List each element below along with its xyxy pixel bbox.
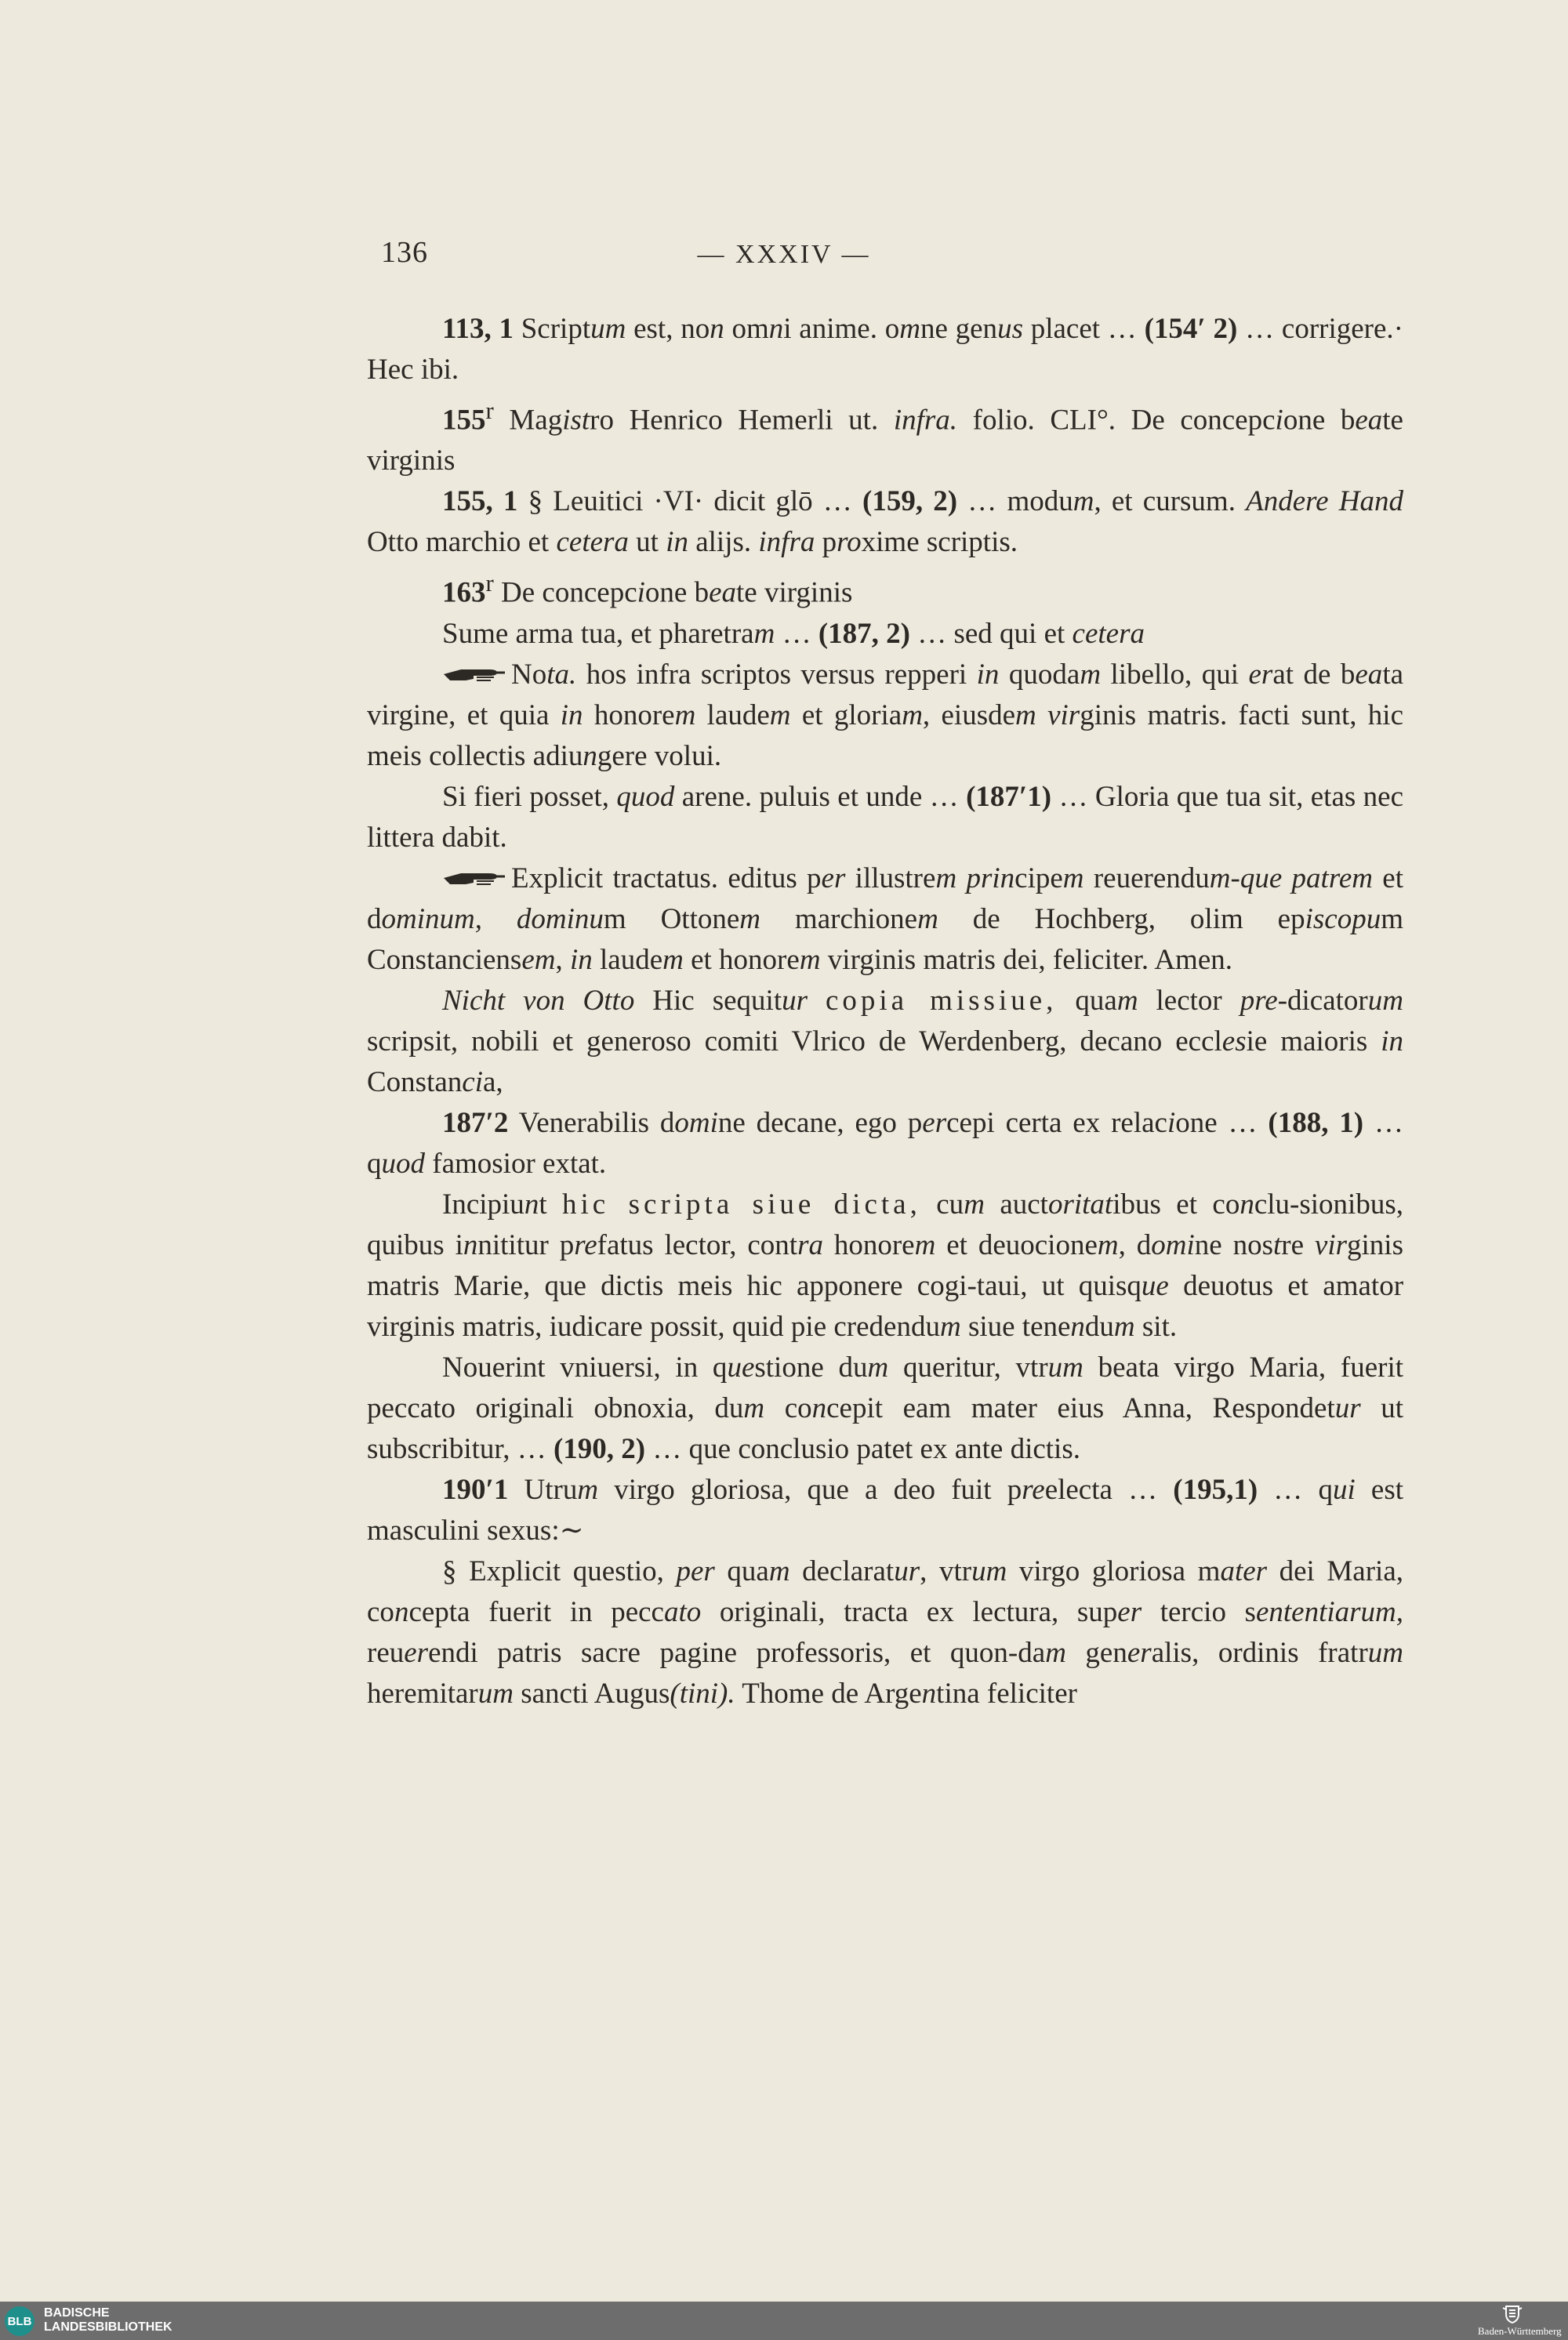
expanded-abbreviation: ea [1355,404,1383,437]
text-run: stione du [754,1351,868,1384]
text-run: siue tene [960,1310,1071,1343]
text-run: § Leuitici ·VI· dicit glō … [517,485,862,518]
expanded-abbreviation: m [1045,1636,1066,1669]
paragraph [367,390,1403,481]
text-run: tina feliciter [936,1677,1077,1710]
text-run: Otto marchio et [367,526,557,559]
paragraph [367,1551,1403,1714]
text-run: … q [1258,1473,1333,1506]
text-run: reuerendu [1083,862,1210,894]
text-run: , [555,943,570,976]
text-run: - [1230,862,1240,894]
expanded-abbreviation: er [1127,1636,1152,1669]
text-run: declarat [789,1555,895,1587]
folio-reference: 187′2 [442,1106,509,1139]
expanded-abbreviation: cetera [556,526,629,559]
expanded-abbreviation: ur [1334,1391,1361,1424]
expanded-abbreviation: m [1097,1228,1119,1261]
expanded-abbreviation: m [743,1391,765,1424]
folio-reference: 163 [442,576,486,609]
expanded-abbreviation: re [1022,1473,1045,1506]
expanded-abbreviation: m [1116,984,1138,1017]
folio-side-marker: r [485,397,494,424]
expanded-abbreviation: infra. [893,404,958,437]
expanded-abbreviation: t [1273,1228,1282,1261]
expanded-abbreviation: Nicht von Otto [442,984,635,1017]
text-run: et honore [683,943,800,976]
text-run: , et cursum. [1094,485,1247,518]
expanded-abbreviation: pre [1240,984,1278,1017]
expanded-abbreviation: um [1047,1351,1083,1384]
text-run: hos infra scriptos versus repperi [576,658,977,691]
text-run: ut [628,526,666,559]
text-run: Thome de Arge [735,1677,922,1710]
text-run: alis, ordinis fratr [1151,1636,1368,1669]
text-run: Utru [508,1473,578,1506]
text-run: ne gen [920,313,998,345]
text-run: … sed qui et [909,617,1073,650]
text-run: … q [367,1106,1403,1180]
paragraph [367,309,1403,390]
text-run: folio. CLI°. De concepc [957,404,1276,437]
paragraph [367,481,1403,563]
text-run: te virginis [367,404,1403,477]
text-run: t [539,1188,563,1221]
expanded-abbreviation: m [753,617,775,650]
expanded-abbreviation: ro [837,526,862,559]
text-run: lector [1138,984,1240,1017]
text-run: cepit eam mater eius Anna, Respondet [826,1391,1335,1424]
folio-reference: 155, 1 [442,485,518,518]
paragraph [367,981,1403,1103]
text-run: heremitar [367,1677,478,1710]
paragraph [367,614,1403,655]
text-run: Constan [367,1065,463,1098]
expanded-abbreviation: i [1275,404,1283,437]
text-run: ne nos [1194,1228,1273,1261]
text-run: gere volui. [597,739,722,772]
text-run: … modu [957,485,1073,518]
folio-reference: (195,1) [1173,1473,1258,1506]
expanded-abbreviation: er [1117,1595,1142,1628]
text-run: virgo gloriosa, que a deo fuit p [598,1473,1022,1506]
pointing-hand-icon [442,867,506,891]
text-run: m Constanciens [367,902,1403,976]
expanded-abbreviation: em [521,943,556,976]
text-run: one … [1175,1106,1269,1139]
expanded-abbreviation: omi [674,1106,718,1139]
folio-reference: (187′1) [966,780,1052,813]
text-run: scripsit, nobili et generoso comiti Vlrico de Werdenberg, decano eccl [367,1025,1222,1058]
text-run: m Ottone [603,902,740,935]
expanded-abbreviation: n [710,313,724,345]
text-run [956,862,966,894]
text-run: et deuocione [935,1228,1098,1261]
text-run: one b [1283,404,1356,437]
text-run: qua [714,1555,769,1587]
text-run: , eiusde [922,698,1016,731]
expanded-abbreviation: in [1381,1025,1404,1058]
blb-logo-icon[interactable]: BLB [5,2306,34,2336]
expanded-abbreviation: um [971,1555,1007,1587]
text-run: sancti Augus [513,1677,670,1710]
expanded-abbreviation: que patrem [1240,862,1373,894]
expanded-abbreviation: i [637,576,645,609]
folio-reference: 155 [442,404,486,437]
expanded-abbreviation: m [1062,862,1084,894]
expanded-abbreviation: ui [1332,1473,1356,1506]
text-run: auct [984,1188,1048,1221]
expanded-abbreviation: er [821,862,846,894]
text-run: ro Henrico Hemerli ut. [590,404,894,437]
folio-reference: (188, 1) [1268,1106,1364,1139]
expanded-abbreviation: um [1367,1636,1404,1669]
expanded-abbreviation: ur [894,1555,920,1587]
text-run: honore [822,1228,915,1261]
expanded-abbreviation: i [1167,1106,1176,1139]
text-run: cipe [1014,862,1063,894]
text-run: … Gloria que tua sit, etas nec littera dabit. [367,780,1404,854]
expanded-abbreviation: m [917,902,938,935]
text-run: famosior extat. [425,1147,607,1180]
text-run: one b [644,576,710,609]
text-run: ta virgine, et quia [367,658,1404,731]
expanded-abbreviation: ater [1220,1555,1268,1587]
text-run: beata virgo Maria, fuerit peccato originali obnoxia, du [367,1351,1403,1424]
text-run: quoda [999,658,1080,691]
text-run: Mag [493,404,563,437]
text-run: p [815,526,837,559]
paragraph [367,858,1403,981]
page-number: 136 [381,236,428,269]
expanded-abbreviation: n [583,739,597,772]
expanded-abbreviation: n [768,313,784,345]
text-run: co [764,1391,812,1424]
text-run: , d [1118,1228,1152,1261]
folio-reference: (154′ 2) [1144,313,1238,345]
text-run: te virginis [736,576,853,609]
text-run: § Explicit questio, [442,1555,677,1587]
text-run: deuotus et amator virginis matris, iudicare possit, quid pie credendu [367,1269,1404,1343]
text-run: marchione [760,902,918,935]
text-run: cepi certa ex relac [946,1106,1167,1139]
expanded-abbreviation: prin [966,862,1015,894]
expanded-abbreviation: ta. [546,658,577,691]
expanded-abbreviation: n [394,1595,409,1628]
text-run: gen [1065,1636,1127,1669]
folio-reference: (190, 2) [553,1432,646,1465]
expanded-abbreviation: er [922,1106,947,1139]
text-run: Sume arma tua, et pharetra [442,617,754,650]
text-run: virgo gloriosa m [1007,1555,1221,1587]
expanded-abbreviation: m [799,943,821,976]
text-run: qua [1057,984,1117,1017]
text-run: No [511,658,547,691]
expanded-abbreviation: ue [727,1351,755,1384]
expanded-abbreviation: cetera [1072,617,1145,650]
text-run: et gloria [790,698,902,731]
text-run: honore [583,698,675,731]
spaced-text: hic scripta siue dicta, [562,1188,921,1221]
expanded-abbreviation: oritat [1047,1188,1113,1221]
expanded-abbreviation: vir [1047,698,1080,731]
expanded-abbreviation: ist [562,404,590,437]
text-run: clu-sionibus, quibus i [367,1188,1403,1261]
expanded-abbreviation: m [939,1310,961,1343]
expanded-abbreviation: Andere Hand [1246,485,1403,518]
text-run: dei Maria, co [367,1555,1403,1628]
expanded-abbreviation: m [1209,862,1231,894]
expanded-abbreviation: ra [797,1228,823,1261]
text-run: Si fieri posset, [442,780,617,813]
expanded-abbreviation: um [477,1677,514,1710]
expanded-abbreviation: vir [1314,1228,1348,1261]
text-run: queritur, vtr [888,1351,1048,1384]
text-run: Incipiu [442,1188,524,1221]
spaced-text: copia missiue, [825,984,1058,1017]
expanded-abbreviation: in [560,698,583,731]
text-run: , vtr [920,1555,972,1587]
expanded-abbreviation: ea [1355,658,1383,691]
text-run: est, no [626,313,710,345]
text-run: Venerabilis d [508,1106,675,1139]
text-run: de Hochberg, olim ep [938,902,1305,935]
text-run: arene. puluis et unde … [674,780,967,813]
text-run: a, [482,1065,503,1098]
expanded-abbreviation: per [676,1555,715,1587]
text-run: nititur p [477,1228,575,1261]
text-run: endi patris sacre pagine professoris, et quon-da [428,1636,1046,1669]
state-label: Baden-Württemberg [1478,2325,1562,2337]
text-run: placet … [1022,313,1145,345]
text-run [808,985,826,1017]
text-run: at de b [1272,658,1356,691]
expanded-abbreviation: m [1113,1310,1135,1343]
expanded-abbreviation: iscopu [1305,902,1381,935]
expanded-abbreviation: n [811,1391,827,1424]
running-head: — XXXIV — [697,240,871,269]
folio-reference: 113, 1 [442,313,514,345]
pointing-hand-icon [442,663,506,687]
expanded-abbreviation: quod [616,780,675,813]
expanded-abbreviation: ea [709,576,737,609]
expanded-abbreviation: m [914,1228,936,1261]
text-run: Nouerint vniuersi, in q [442,1351,728,1384]
text-run: virginis matris dei, feliciter. Amen. [820,943,1232,976]
expanded-abbreviation: re [574,1228,597,1261]
text-run: ibus et co [1112,1188,1240,1221]
text-run: cepta fuerit in pecc [408,1595,664,1628]
paragraph [367,777,1403,858]
expanded-abbreviation: in [976,658,1000,691]
text-run: reu [367,1636,405,1669]
expanded-abbreviation: m [674,698,696,731]
expanded-abbreviation: m [1073,485,1094,518]
expanded-abbreviation: m [902,698,923,731]
expanded-abbreviation: n [921,1677,937,1710]
text-run: re [1281,1228,1315,1261]
text-run: ut subscribitur, … [367,1391,1403,1465]
text-run: Script [513,313,591,345]
paragraph [367,1103,1403,1185]
text-run: om [724,313,769,345]
expanded-abbreviation: m [899,313,920,345]
expanded-abbreviation: m [964,1188,985,1221]
library-name-line2: LANDESBIBLIOTHEK [44,2320,172,2334]
folio-reference: (187, 2) [818,617,910,650]
library-name-line1: BADISCHE [44,2306,110,2320]
text-run: xime scriptis. [861,526,1018,559]
expanded-abbreviation: m [1080,658,1102,691]
expanded-abbreviation: uod [381,1147,425,1180]
folio-reference: 190′1 [442,1473,509,1506]
text-run: ie maioris [1246,1025,1381,1058]
expanded-abbreviation: m [935,862,957,894]
text-run: i anime. o [783,313,900,345]
expanded-abbreviation: n [463,1228,478,1261]
text-run: alijs. [688,526,759,559]
expanded-abbreviation: n [1070,1310,1085,1343]
expanded-abbreviation: ci [462,1065,483,1098]
expanded-abbreviation: in [569,943,593,976]
text-run: sit. [1134,1310,1178,1343]
paragraph [367,1348,1403,1470]
text-run: laude [592,943,663,976]
paragraph [367,655,1403,777]
expanded-abbreviation: es [1221,1025,1247,1058]
expanded-abbreviation: ato [663,1595,702,1628]
text-run: ne decane, ego p [717,1106,923,1139]
expanded-abbreviation: m [577,1473,599,1506]
expanded-abbreviation: ue [1141,1269,1169,1302]
text-run: est masculini sexus:∼ [367,1473,1404,1547]
expanded-abbreviation: m [1015,698,1036,731]
text-run: … corrigere.· Hec ibi. [367,313,1403,386]
paragraph [367,563,1403,613]
text-run: illustre [845,862,936,894]
text-run: laude [695,698,770,731]
expanded-abbreviation: m [768,1555,790,1587]
body-text [367,309,1403,1714]
expanded-abbreviation: in [666,526,688,559]
expanded-abbreviation: m [662,943,684,976]
text-run: originali, tracta ex lectura, sup [701,1595,1118,1628]
expanded-abbreviation: ominum, dominu [381,902,604,935]
expanded-abbreviation: ur [782,984,808,1017]
expanded-abbreviation: er [1248,658,1273,691]
expanded-abbreviation: omi [1151,1228,1195,1261]
expanded-abbreviation: (tini). [670,1677,735,1710]
expanded-abbreviation: er [404,1636,429,1669]
text-run: -dicator [1277,984,1368,1017]
folio-side-marker: r [485,570,494,597]
paragraph [367,1185,1403,1348]
text-run: Hic sequit [634,984,782,1017]
expanded-abbreviation: ententiarum, [1255,1595,1404,1628]
expanded-abbreviation: m [769,698,791,731]
footer-bar [0,2302,1568,2340]
text-run: libello, qui [1101,658,1249,691]
text-run [1036,699,1047,731]
expanded-abbreviation: us [997,313,1023,345]
text-run: cu [920,1188,964,1221]
text-run: Explicit tractatus. editus p [511,862,822,894]
text-run: tercio s [1142,1595,1256,1628]
expanded-abbreviation: m [739,902,761,935]
folio-reference: (159, 2) [862,485,958,518]
expanded-abbreviation: n [1240,1188,1254,1221]
expanded-abbreviation: infra [758,526,815,559]
library-name[interactable] [44,2306,172,2335]
expanded-abbreviation: um [1367,984,1403,1017]
text-run: electa … [1044,1473,1174,1506]
expanded-abbreviation: um [590,313,626,345]
coat-of-arms-icon [1501,2303,1524,2324]
text-run: fatus lector, cont [597,1228,798,1261]
text-run: … que conclusio patet ex ante dictis. [645,1432,1080,1465]
text-run: … [775,617,818,650]
expanded-abbreviation: n [524,1188,539,1221]
paragraph [367,1470,1403,1551]
text-run: ginis matris. facti sunt, hic meis collectis adiu [367,698,1404,772]
text-run: ginis matris Marie, que dictis meis hic apponere cogi-taui, ut quisq [367,1228,1403,1302]
expanded-abbreviation: m [867,1351,889,1384]
text-run: du [1084,1310,1114,1343]
text-run: et d [367,862,1404,935]
text-run: De concepc [493,576,637,609]
